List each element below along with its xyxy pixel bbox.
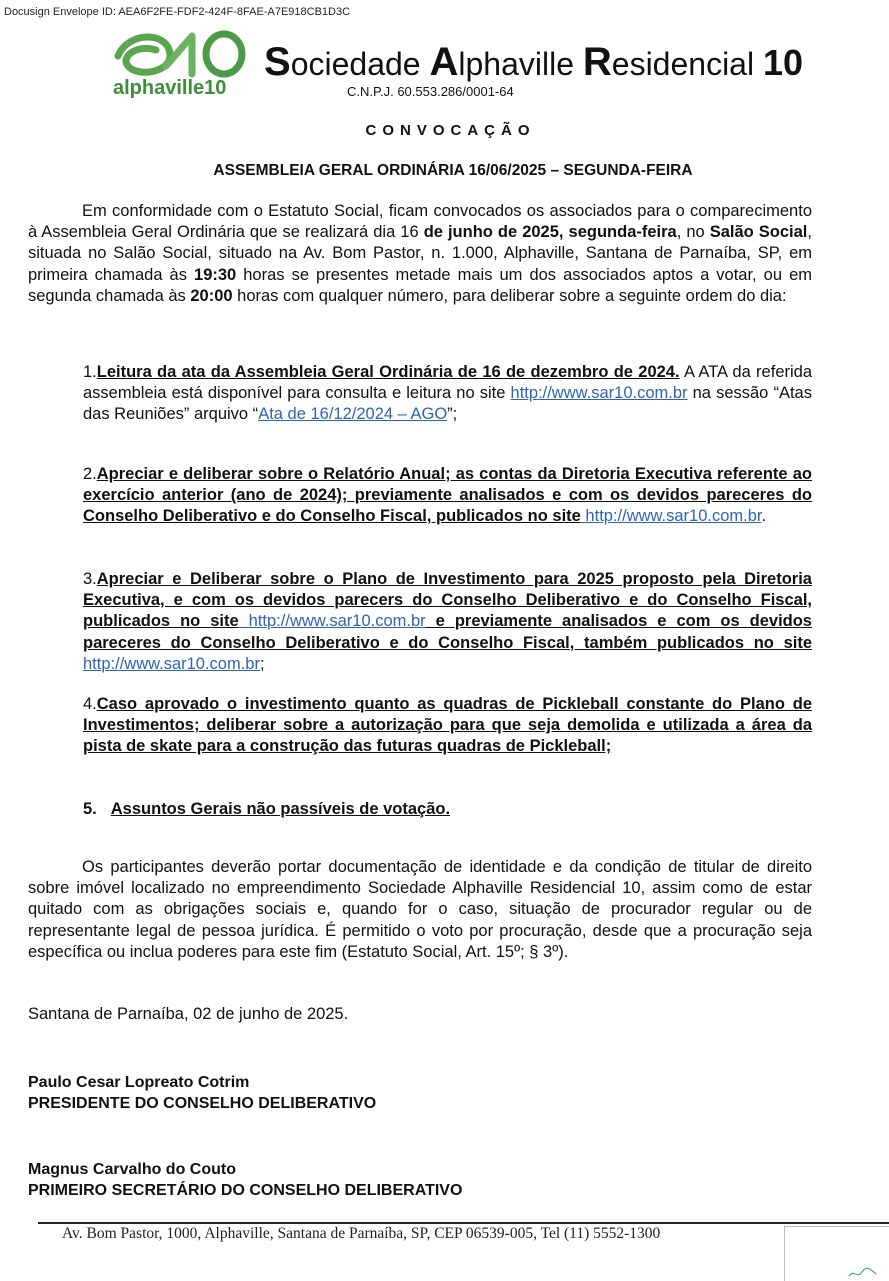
- agenda-item-2: 2.Apreciar e deliberar sobre o Relatório Anual; as contas da Diretoria Executiva referente ao exercício anterior (ano de 2024); previamente analisados e com os devidos pareceres do Conselho Deliberativo e do Conselho Fiscal, publicados no site http://www.sar10.com.br.: [83, 465, 812, 526]
- minutes-file-link[interactable]: Ata de 16/12/2024 – AGO: [258, 405, 448, 424]
- docusign-envelope-id: Docusign Envelope ID: AEA6F2FE-FDF2-424F-8FAE-A7E918CB1D3C: [4, 6, 351, 18]
- agenda-item-1: 1.Leitura da ata da Assembleia Geral Ordinária de 16 de dezembro de 2024. A ATA da referida assembleia está disponível para consulta e leitura no site http://www.sar10.com.br na sessão “Atas das Reuniões” arquivo “Ata de 16/12/2024 – AGO”;: [83, 363, 813, 424]
- place-and-date: Santana de Parnaíba, 02 de junho de 2025.: [28, 1005, 349, 1023]
- agenda-item-4: 4.Caso aprovado o investimento quanto as quadras de Pickleball constante do Plano de Investimentos; deliberar sobre a autorização para que seja demolida e utilizada a área da pista de skate para a construção das futuras quadras de Pickleball;: [83, 695, 812, 756]
- intro-paragraph: Em conformidade com o Estatuto Social, ficam convocados os associados para o comparecimento à Assembleia Geral Ordinária que se realizará dia 16 de junho de 2025, segunda-feira, no Salão Social, situada no Salão Social, situado na Av. Bom Pastor, n. 1.000, Alphaville, Santana de Parnaíba, SP, em primeira chamada às 19:30 horas se presentes metade mais um dos associados aptos a votar, ou em segunda chamada às 20:00 horas com qualquer número, para deliberar sobre a seguinte ordem do dia:: [28, 202, 812, 305]
- agenda-item-3: 3.Apreciar e Deliberar sobre o Plano de Investimento para 2025 proposto pela Diretoria Executiva, e com os devidos parecers do Conselho Deliberativo e do Conselho Fiscal, publicados no site http://www.sar10.com.br e previamente analisados e com os devidos pareceres do Conselho Deliberativo e do Conselho Fiscal, também publicados no site http://www.sar10.com.br;: [83, 570, 812, 673]
- signature-scribble-icon: [848, 1267, 878, 1281]
- participants-paragraph: Os participantes deverão portar documentação de identidade e da condição de titular de direito sobre imóvel localizado no empreendimento Sociedade Alphaville Residencial 10, assim como de estar quitado com as obrigações sociais e, quando for o caso, situação de procurador regular ou de representante legal de pessoa jurídica. É permitido o voto por procuração, desde que a procuração seja específica ou inclua poderes para este fim (Estatuto Social, Art. 15º; § 3º).: [28, 858, 812, 961]
- signatory-role: PRESIDENTE DO CONSELHO DELIBERATIVO: [28, 1095, 377, 1112]
- footer-divider: [38, 1222, 889, 1224]
- signatory-name: Magnus Carvalho do Couto: [28, 1161, 236, 1178]
- site-link[interactable]: http://www.sar10.com.br: [83, 654, 260, 673]
- signatory-name: Paulo Cesar Lopreato Cotrim: [28, 1074, 250, 1091]
- assembly-title: ASSEMBLEIA GERAL ORDINÁRIA 16/06/2025 – SEGUNDA-FEIRA: [213, 162, 693, 179]
- cnpj: C.N.P.J. 60.553.286/0001-64: [347, 84, 514, 99]
- organization-title: Sociedade Alphaville Residencial 10: [264, 40, 804, 84]
- agenda-item-5: 5. Assuntos Gerais não passíveis de votação.: [83, 800, 451, 818]
- signatory-role: PRIMEIRO SECRETÁRIO DO CONSELHO DELIBERATIVO: [28, 1182, 463, 1199]
- document-heading: CONVOCAÇÃO: [365, 122, 536, 139]
- site-link[interactable]: http://www.sar10.com.br: [510, 384, 688, 403]
- site-link[interactable]: http://www.sar10.com.br: [238, 612, 426, 631]
- logo-text: alphaville10: [113, 77, 227, 99]
- signature-block-secretary: [28, 1159, 462, 1201]
- footer-address: Av. Bom Pastor, 1000, Alphaville, Santana de Parnaíba, SP, CEP 06539-005, Tel (11) 5552-1300: [62, 1225, 661, 1242]
- site-link[interactable]: http://www.sar10.com.br: [580, 507, 762, 526]
- signature-block-president: [28, 1072, 376, 1114]
